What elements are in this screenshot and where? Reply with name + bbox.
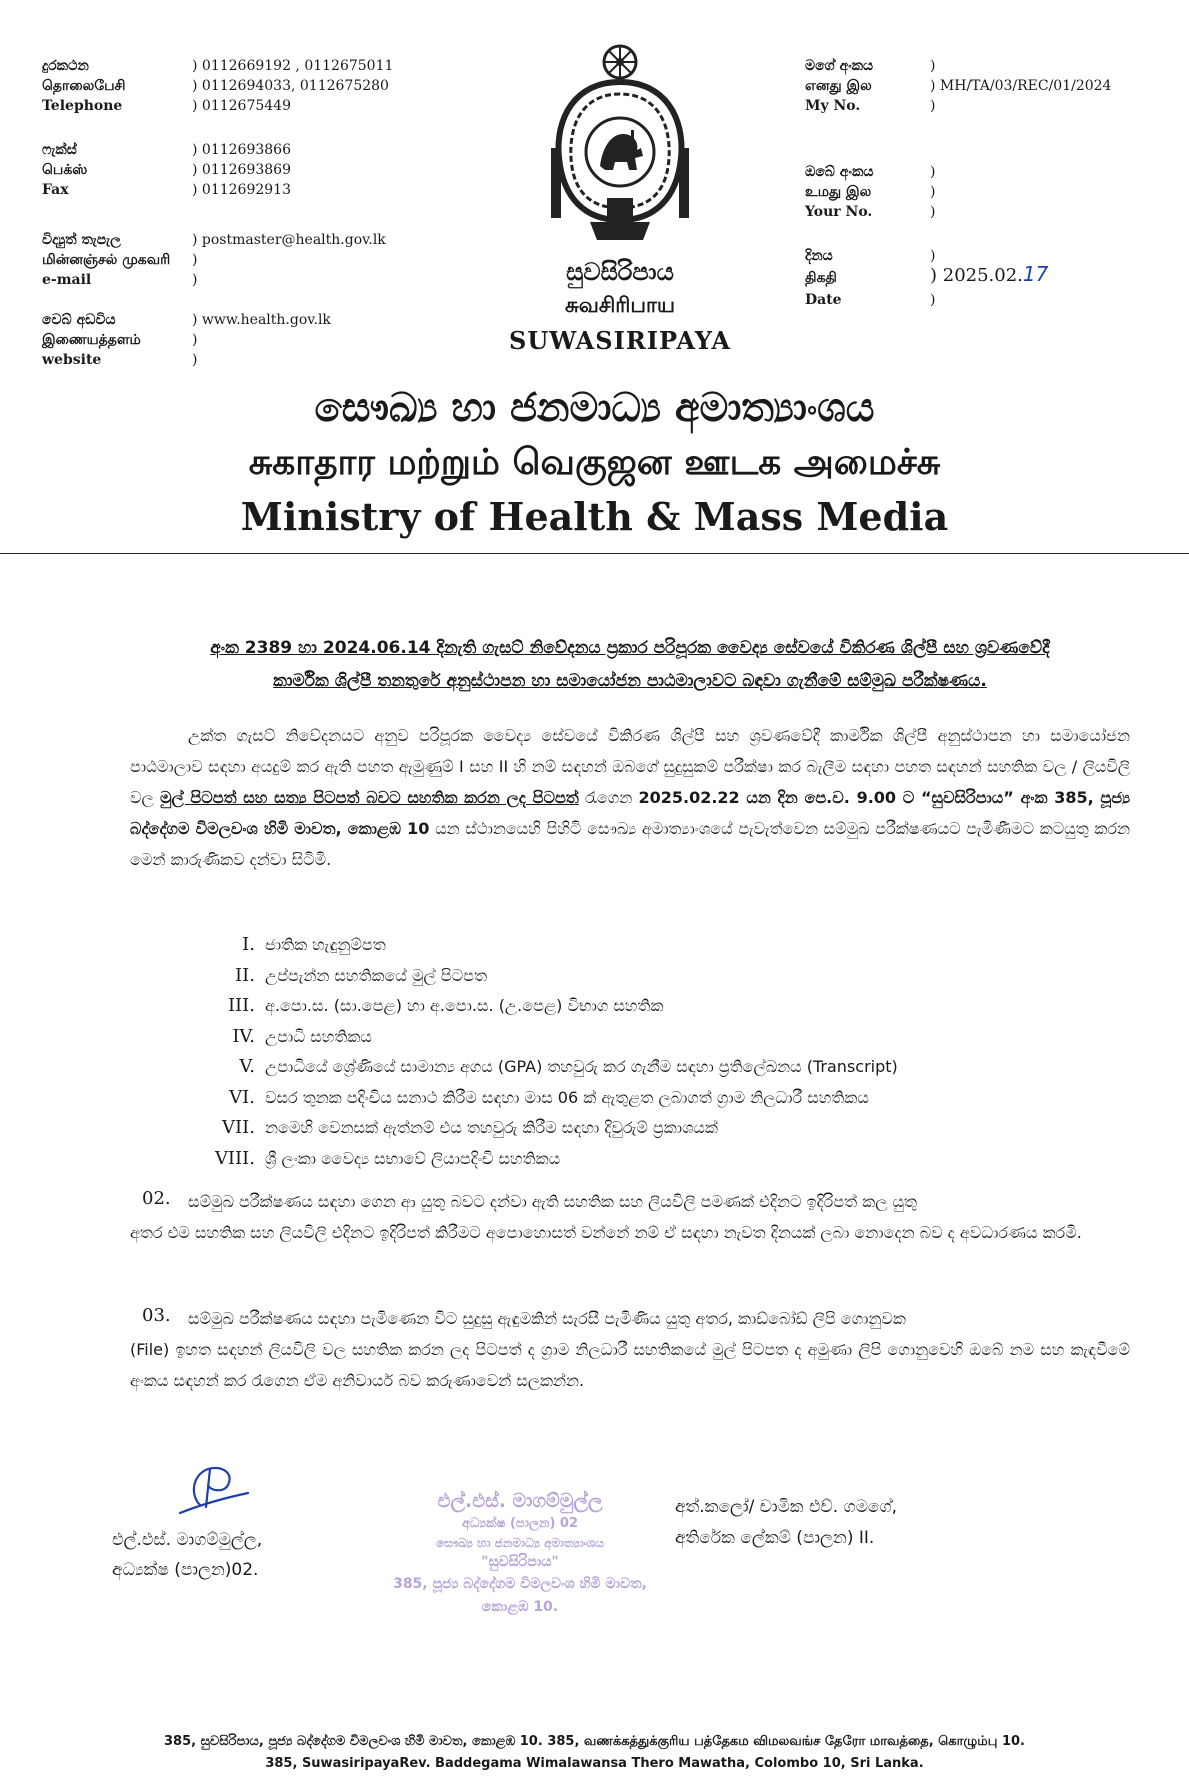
fax-group [42, 140, 462, 202]
date-value-3: ) [930, 292, 936, 308]
left-signatory-title: අධ්‍යක්ෂ (පාලන)02. [112, 1560, 259, 1580]
email-label-ta: மின்னஞ்சல் முகவரி [42, 252, 171, 268]
list-item-text: අ.පො.ස. (සා.පෙළ) හා අ.පො.ස. (උ.පෙළ) විභාග සහතික [265, 996, 664, 1015]
website-value-3: ) [192, 352, 198, 368]
ministry-title-english: Ministry of Health & Mass Media [240, 494, 949, 539]
list-item [180, 961, 1100, 992]
telephone-label-ta: தொலைபேசி [42, 78, 126, 94]
paragraph-3-continued: (File) ඉහත සඳහන් ලියවිලි වල සහතික කරන ලද පිටපත් ද ග්‍රාම නිලධාරී සහතිකයේ මුල් පිටපත ද අමුණා ලිපි ගොනුවෙහි ඔබේ නම සහ කැඳවීමේ අංකය සඳහන් කර රැගෙන ඒම අනිවාර්ය බව කරුණාවෙන් සලකන්න. [130, 1340, 1130, 1390]
signature-mark-icon [160, 1455, 260, 1525]
your-number-group [805, 162, 1175, 224]
your-no-value-1: ) [930, 164, 936, 180]
list-item-number: IV. [232, 1025, 255, 1047]
date-printed: ) 2025.02. [930, 265, 1023, 286]
list-item-number: VII. [222, 1117, 255, 1138]
list-item-text: වසර තුනක පදිංචිය සනාථ කිරීම සඳහා මාස 06 ක් ඇතුළත ලබාගත් ග්‍රාම නිලධාරී සහතිකය [265, 1087, 869, 1107]
website-value: ) www.health.gov.lk [192, 312, 331, 328]
suwasiripaya-tamil: சுவசிரிபாய [565, 293, 675, 317]
my-no-value-3: ) [930, 98, 936, 114]
fax-value-2: ) 0112693869 [192, 162, 291, 178]
paragraph-1-part-d: 2025.02.22 යන දින පෙ.ව. 9.00 ට “සුවසිරිපාය” අංක 385, පූජ්‍ය බද්දේගම විමලවංශ හිමි මාවත, කොළඹ 10 [130, 788, 1131, 838]
required-documents-list [180, 930, 1100, 1174]
my-no-label-ta: எனது இல [805, 78, 872, 94]
fax-label-si: ෆැක්ස් [42, 142, 77, 158]
telephone-group [42, 56, 462, 118]
your-no-label-ta: உமது இல [805, 184, 872, 200]
your-no-label-en: Your No. [805, 204, 873, 220]
website-label-ta: இணையத்தளம் [42, 332, 141, 348]
stamp-line-3: සෞඛ්‍ය හා ජනමාධ්‍ය අමාත්‍යාංශය [436, 1536, 604, 1550]
paragraph-3-first-line: සම්මුඛ පරීක්ෂණය සඳහා පැමිණෙන විට සුදුසු ඇඳුමකින් සැරසී පැමිණිය යුතු අතර, කාඩ්බෝඩ් ලිපි ගොනුවක [188, 1309, 906, 1328]
list-item-number: III. [227, 995, 255, 1016]
date-value [930, 264, 1048, 286]
contact-block [42, 56, 462, 366]
your-no-value-3: ) [930, 204, 936, 220]
right-signatory-name: අත්.කලෝ/ චාමික එච්. ගමගේ, [675, 1497, 898, 1517]
my-no-value-1: ) [930, 58, 936, 74]
left-signatory-name: එල්.එස්. මාගම්මුල්ල, [112, 1530, 263, 1550]
suwasiripaya-sinhala: සුවසිරිපාය [566, 258, 674, 286]
list-item [180, 930, 1100, 961]
list-item-text: ජාතික හැඳුනුම්පත [265, 935, 386, 954]
stamp-line-4: "සුවසිරිපාය" [481, 1554, 559, 1570]
email-value-2: ) [192, 252, 198, 268]
stamp-line-1: එල්.එස්. මාගම්මුල්ල [437, 1490, 603, 1512]
list-item-number: V. [239, 1056, 255, 1077]
footer-address-en: 385, SuwasiripayaRev. Baddegama Wimalawansa Thero Mawatha, Colombo 10, Sri Lanka. [265, 1756, 924, 1771]
website-label-si: වෙබ් අඩවිය [42, 312, 116, 328]
reference-block [805, 56, 1175, 316]
ministry-title-sinhala: සෞඛ්‍ය හා ජනමාධ්‍ය අමාත්‍යාංශය [314, 385, 875, 431]
footer-address-si-ta: 385, සුවසිරිපාය, පූජ්‍ය බද්දේගම විමලවංශ හිමි මාවත, කොළඹ 10. 385, வணக்கத்துக்குரிய பத்தேகம விமலவங்ச தேரோ மாவத்தை, கொழும்பு 10. [163, 1734, 1025, 1749]
list-item-number: II. [235, 964, 255, 986]
website-label-en: website [42, 352, 102, 368]
paragraph-2-number: 02. [142, 1188, 171, 1209]
paragraph-1-part-c: රැගෙන [578, 788, 639, 807]
list-item-number: VIII. [214, 1147, 255, 1169]
list-item-text: උපාධි සහතිකය [265, 1026, 372, 1046]
paragraph-1-part-a: උක්ත ගැසට් නිවේදනයට අනුව පරිපූරක වෛද්‍ය සේවයේ විකිරණ ශිල්පී සහ ශ්‍රවණවේදී කාර්මික ශිල්පී අනුස්ථාපන හා සමායෝජන පාඨමාලාව සඳහා අයදුම් කර ඇති පහත ඇමුණුම් I සහ II හි නම් සඳහන් ඔබගේ සුදුසුකම් පරීක්ෂා කර බැලීම සඳහා පහත සඳහන් සහතික වල / ලියවිලි වල [130, 726, 1130, 807]
paragraph-1 [130, 720, 1130, 875]
website-group [42, 310, 462, 372]
list-item [180, 1052, 1100, 1083]
paragraph-2-first-line: සම්මුඛ පරීක්ෂණය සඳහා ගෙන ආ යුතු බවට දන්වා ඇති සහතික සහ ලියවිලි පමණක් එදිනට ඉදිරිපත් කල යුතු [188, 1192, 918, 1211]
email-label-si: විද්‍යුත් තැපැල [42, 232, 121, 248]
suwasiripaya-english: SUWASIRIPAYA [509, 326, 731, 355]
stamp-line-6: කොළඹ 10. [481, 1599, 559, 1615]
list-item-text: උප්පැන්න සහතිකයේ මුල් පිටපත [265, 965, 487, 985]
date-value-1: ) [930, 248, 936, 264]
list-item-number: VI. [229, 1086, 255, 1108]
date-label-ta: திகதி [805, 270, 837, 286]
date-handwritten-day: 17 [1022, 262, 1049, 286]
telephone-value-3: ) 0112675449 [192, 98, 291, 114]
my-number-group [805, 56, 1175, 118]
your-no-value-2: ) [930, 184, 936, 200]
date-group [805, 246, 1175, 312]
email-group [42, 230, 462, 292]
ministry-title-tamil: சுகாதார மற்றும் வெகுஜன ஊடக அமைச்சு [248, 442, 941, 483]
fax-value-1: ) 0112693866 [192, 142, 291, 158]
subject-line-2: කාර්මික ශිල්පී තනතුරේ අනුස්ථාපන හා සමායෝජන පාඨමාලාවට බඳවා ගැනීමේ සම්මුඛ පරීක්ෂණය. [273, 671, 987, 691]
stamp-line-2: අධ්‍යක්ෂ (පාලන) 02 [461, 1516, 579, 1531]
telephone-label-en: Telephone [42, 98, 123, 114]
list-item [180, 1083, 1100, 1114]
my-no-label-en: My No. [805, 98, 861, 114]
paragraph-1-part-b: මුල් පිටපත් සහ සත්‍ය පිටපත් බවට සහතික කරන ලද පිටපත් [159, 788, 579, 807]
email-value-3: ) [192, 272, 198, 288]
list-item-text: ශ්‍රී ලංකා වෛද්‍ය සභාවේ ලියාපදිංචි සහතිකය [265, 1148, 561, 1168]
website-value-2: ) [192, 332, 198, 348]
paragraph-1-part-e: යන ස්ථානයෙහි පිහිටි සෞඛ්‍ය අමාත්‍යාංශයේ පැවැත්වෙන සම්මුඛ පරීක්ෂණයට පැමිණීමට කටයුතු කරන මෙන් කාරුණිකව දන්වා සිටිමි. [130, 819, 1131, 869]
date-label-si: දිනය [805, 248, 833, 264]
your-no-label-si: ඔබේ අංකය [805, 164, 874, 180]
list-item [180, 1113, 1100, 1144]
list-item [180, 1022, 1100, 1053]
letter-subject [130, 632, 1130, 698]
date-label-en: Date [805, 292, 842, 308]
fax-label-en: Fax [42, 182, 69, 198]
telephone-label-si: දුරකථන [42, 58, 89, 74]
header-divider [0, 553, 1189, 554]
list-item-number: I. [242, 934, 255, 955]
official-stamp [340, 1488, 700, 1618]
email-label-en: e-mail [42, 272, 92, 288]
list-item [180, 1144, 1100, 1175]
list-item [180, 991, 1100, 1022]
my-no-label-si: මගේ අංකය [805, 58, 874, 74]
list-item-text: නමෙහි වෙනසක් ඇත්නම් එය තහවුරු කිරීම සඳහා දිවුරුම් ප්‍රකාශයක් [265, 1118, 718, 1137]
right-signatory-title: අතිරේක ලේකම් (පාලන) II. [675, 1528, 875, 1548]
paragraph-3-number: 03. [142, 1305, 171, 1326]
paragraph-2-continued: අතර එම සහතික සහ ලියවිලි එදිනට ඉදිරිපත් කිරීමට අපොහොසත් වන්නේ නම් ඒ සඳහා නැවත දිනයක් ලබා නොදෙන බව ද අවධාරණය කරමි. [130, 1223, 1082, 1242]
list-item-text: උපාධියේ ශ්‍රේණියේ සාමාන්‍ය අගය (GPA) තහවුරු කර ගැනීම සඳහා ප්‍රතිලේඛනය (Transcript) [265, 1057, 898, 1076]
telephone-value-1: ) 0112669192 , 0112675011 [192, 58, 394, 74]
telephone-value-2: ) 0112694033, 0112675280 [192, 78, 389, 94]
subject-line-1: අංක 2389 හා 2024.06.14 දිනැති ගැසට් නිවේදනය ප්‍රකාර පරිපූරක වෛද්‍ය සේවයේ විකිරණ ශිල්පී සහ ශ්‍රවණවේදී [210, 638, 1050, 658]
fax-value-3: ) 0112692913 [192, 182, 291, 198]
sri-lanka-emblem-icon [545, 38, 695, 246]
my-no-value: ) MH/TA/03/REC/01/2024 [930, 78, 1112, 94]
stamp-line-5: 385, පූජ්‍ය බද්දේගම විමලවංශ හිමි මාවත, [393, 1576, 647, 1592]
fax-label-ta: பெக்ஸ் [42, 162, 88, 178]
email-value: ) postmaster@health.gov.lk [192, 232, 386, 248]
